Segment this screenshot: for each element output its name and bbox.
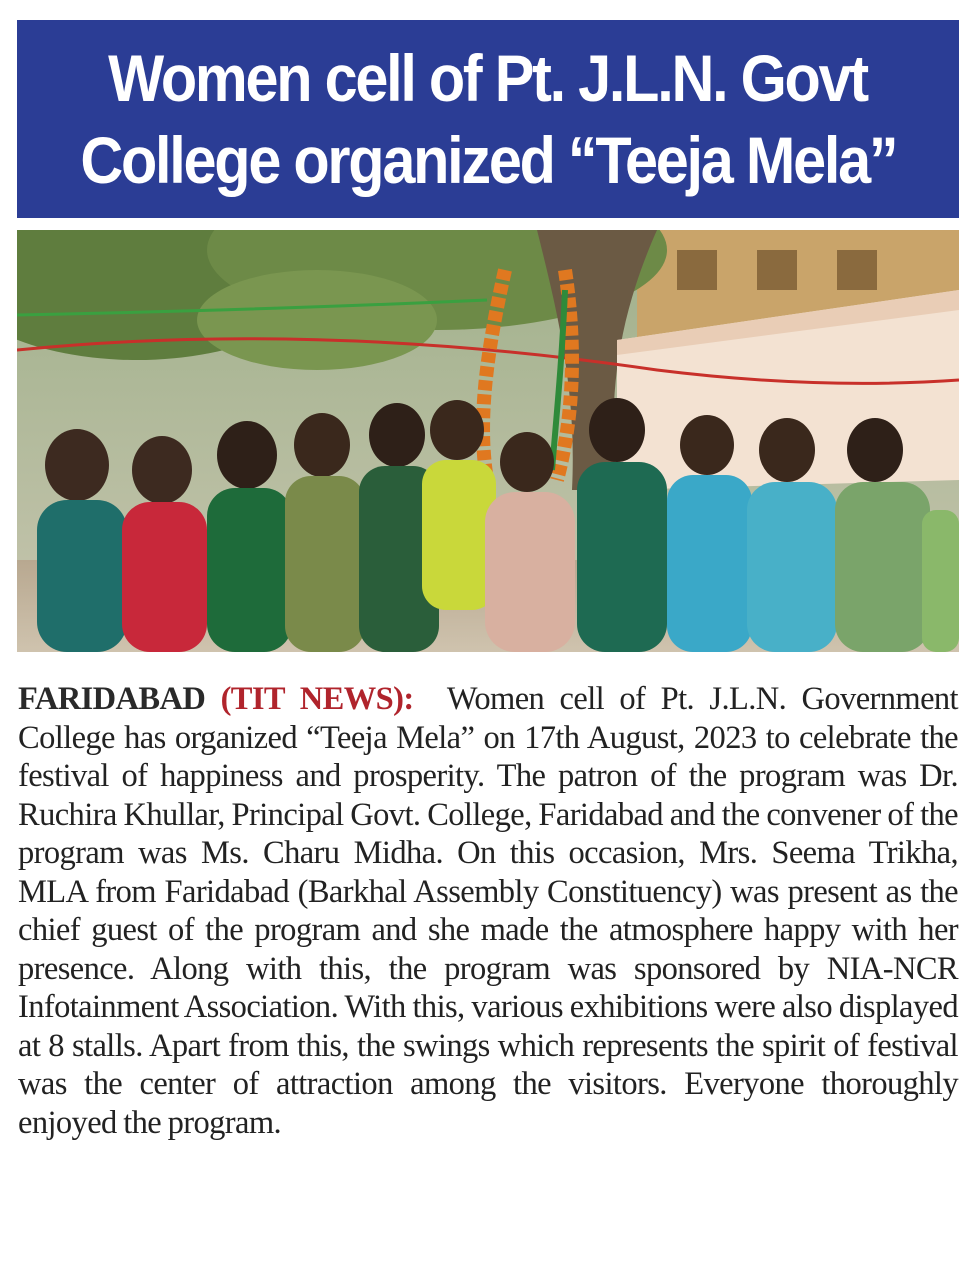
agency-open-paren: ( — [220, 681, 231, 717]
agency-close-paren: ): — [393, 681, 414, 717]
headline-line-2: College organized “Teeja Mela” — [79, 123, 897, 197]
agency-name: TIT NEWS — [230, 681, 394, 717]
event-photo-illustration — [17, 230, 959, 652]
event-photo — [17, 230, 959, 652]
article-text: Women cell of Pt. J.L.N. Government College has organized “Teeja Mela” on 17th August, 2023 to celebrate the festival of happiness and prosperity. The patron of the program was Dr. Ruchira Khullar, Principal Govt. College, Faridabad and the convener of the program was Ms. Charu Midha. On this occasion, Mrs. Seema Trikha, MLA from Faridabad (Barkhal Assembly Constituency) was present as the chief guest of the program and she made the atmosphere happy with her presence. Along with this, the program was sponsored by NIA-NCR Infotainment Association. With this, various exhibitions were also displayed at 8 stalls. Apart from this, the swings which represents the spirit of festival was the center of attraction among the visitors. Everyone thoroughly enjoyed the program. — [18, 681, 958, 1141]
headline-banner — [17, 20, 959, 218]
article-body — [18, 680, 958, 1142]
headline-line-1: Women cell of Pt. J.L.N. Govt — [108, 41, 868, 115]
dateline: FARIDABAD — [18, 681, 206, 717]
